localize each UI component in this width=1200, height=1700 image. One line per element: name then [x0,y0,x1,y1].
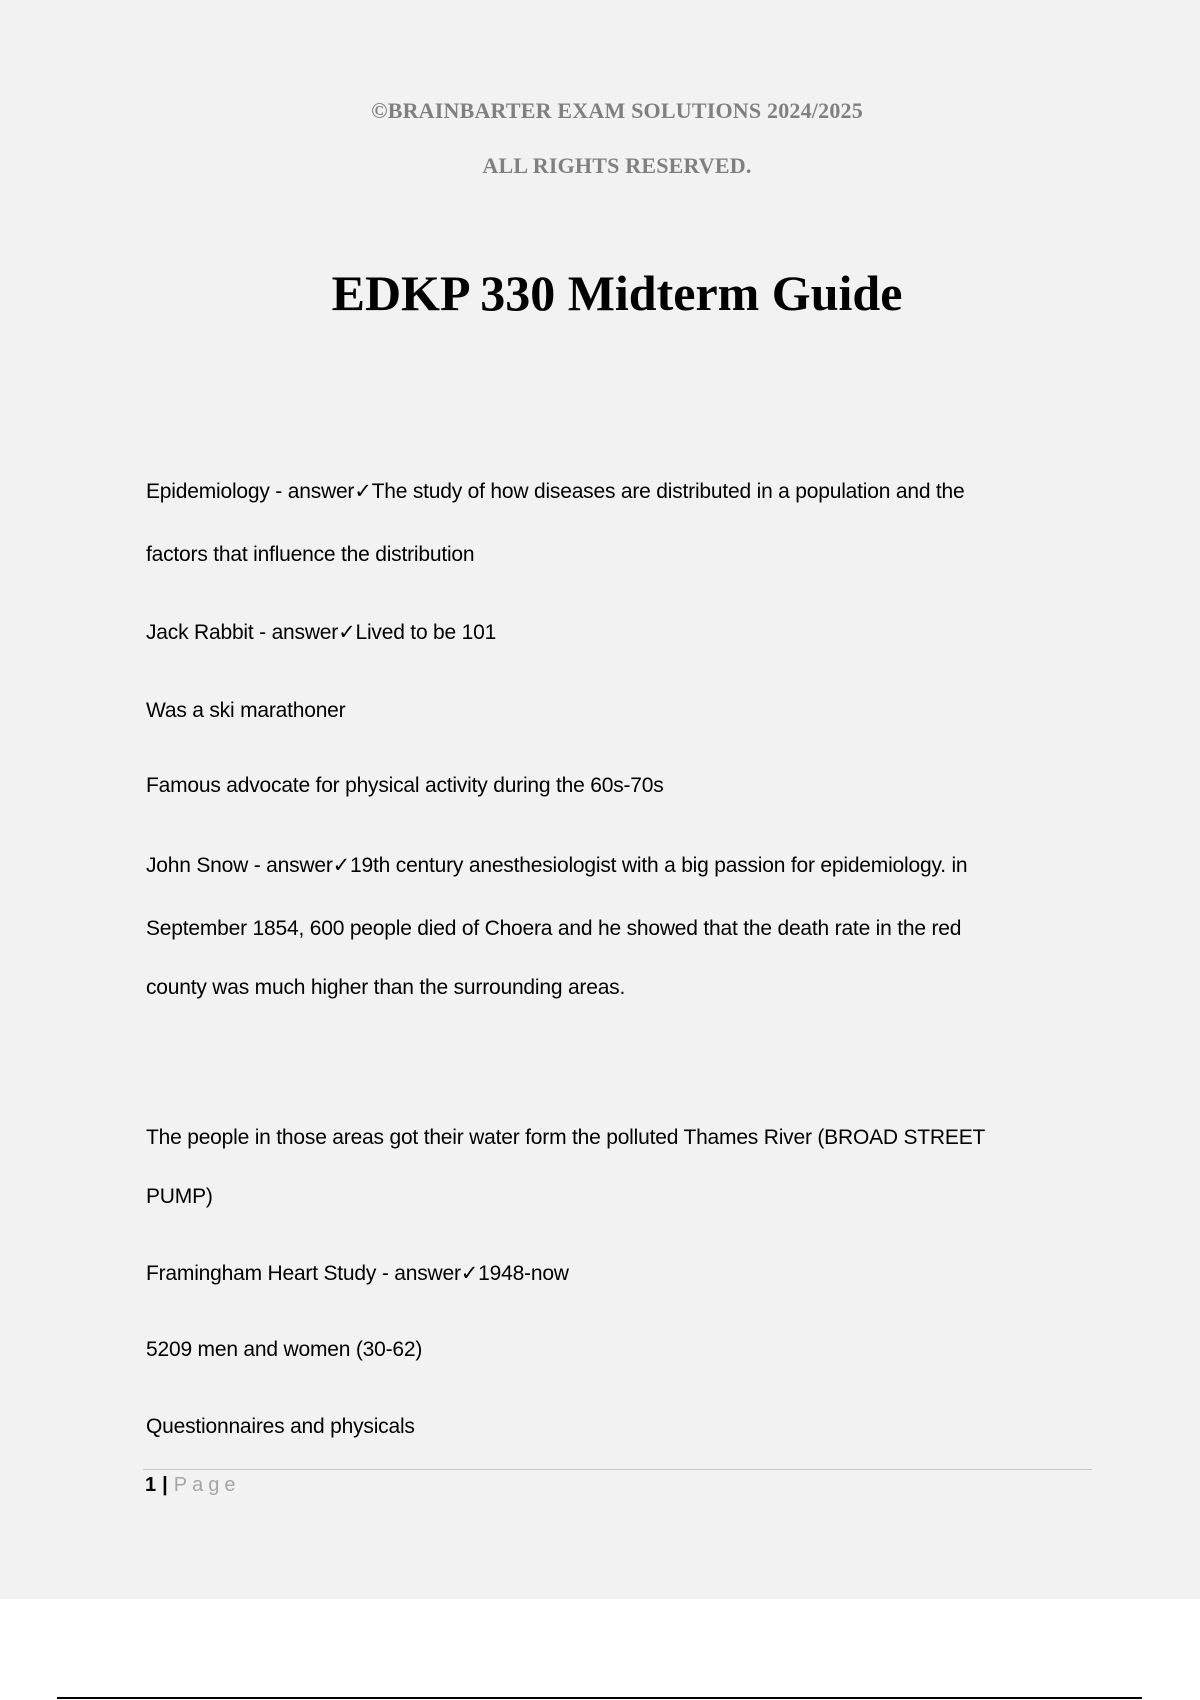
john-snow-entry [146,853,1076,1000]
document-title: EDKP 330 Midterm Guide [331,265,903,321]
thames-line-1: The people in those areas got their water form the polluted Thames River (BROAD STREET [146,1126,986,1149]
copyright-header: ©BRAINBARTER EXAM SOLUTIONS 2024/2025 [371,98,863,123]
participants-line: 5209 men and women (30-62) [146,1338,423,1361]
framingham-entry: Framingham Heart Study - answer✓1948-now [146,1262,569,1285]
epidemiology-line-2: factors that influence the distribution [146,543,475,566]
ski-marathoner-line: Was a ski marathoner [146,699,346,722]
activity-advocate-line: Famous advocate for physical activity during the 60s-70s [146,774,664,797]
footer-divider [143,1469,1092,1470]
page-footer [145,1473,240,1497]
questionnaires-line: Questionnaires and physicals [146,1415,415,1438]
john-snow-line-3: county was much higher than the surrounding areas. [146,976,626,999]
john-snow-line-1: John Snow - answer✓19th century anesthesiologist with a big passion for epidemiology. in [146,854,968,877]
john-snow-line-2: September 1854, 600 people died of Choera and he showed that the death rate in the red [146,917,962,940]
thames-entry [146,1125,1076,1209]
thames-line-2: PUMP) [146,1185,213,1208]
jack-rabbit-entry: Jack Rabbit - answer✓Lived to be 101 [146,621,497,644]
page-number: 1 [145,1474,157,1496]
next-page-divider [57,1697,1142,1699]
page-separator: | [162,1474,168,1496]
epidemiology-line-1: Epidemiology - answer✓The study of how diseases are distributed in a population and the [146,480,965,503]
rights-header: ALL RIGHTS RESERVED. [482,153,752,178]
page-label: Page [173,1474,241,1496]
epidemiology-entry [146,479,1076,567]
